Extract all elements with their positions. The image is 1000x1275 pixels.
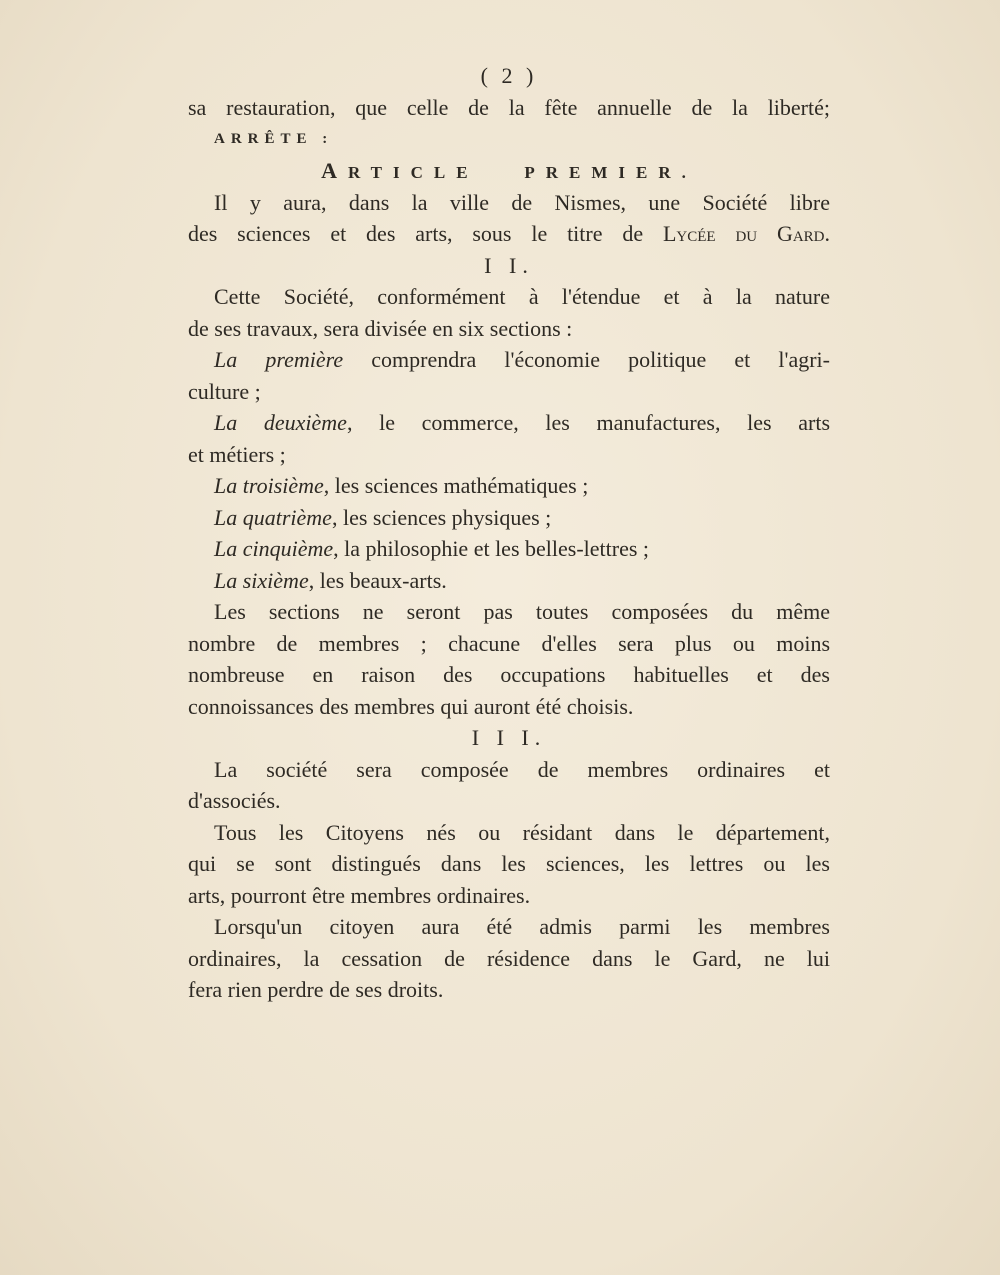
section-name: La cinquième (214, 536, 334, 561)
text-span: comprendra l'économie politique et l'agri- (371, 347, 830, 372)
text-line: Les sections ne seront pas toutes composées du même (214, 599, 830, 624)
text-line: La société sera composée de membres ordinaires et (214, 756, 830, 782)
section-name: La sixième (214, 567, 309, 593)
section-name: La première (214, 347, 344, 372)
text-line: ordinaires, la cessation de résidence dans le Gard, ne lui (188, 945, 830, 971)
text-line (188, 344, 830, 376)
article-title-word: RTICLE (348, 163, 479, 182)
text-line: arts, pourront être membres ordinaires. (188, 882, 531, 908)
article-title-word: PREMIER. (524, 163, 697, 182)
society-name: Lycée du Gard. (662, 221, 831, 246)
text-line: culture ; (188, 378, 261, 404)
text-line: et métiers ; (188, 441, 286, 467)
text-line (188, 533, 830, 565)
text-span: des sciences et des arts, sous le titre de (188, 221, 644, 246)
text-line: sa restauration, que celle de la fête annuelle de la liberté; (188, 95, 830, 120)
text-line: nombre de membres ; chacune d'elles sera plus ou moins (188, 630, 830, 656)
text-line (188, 565, 830, 597)
text-line: Tous les Citoyens nés ou résidant dans le département, (214, 819, 830, 845)
text-line: nombreuse en raison des occupations habituelles et des (188, 662, 830, 687)
section-numeral: I I I. (471, 725, 547, 750)
text-span: , la philosophie et les belles-lettres ; (333, 536, 650, 561)
text-line: d'associés. (188, 788, 281, 813)
text-line: Lorsqu'un citoyen aura été admis parmi les membres (214, 914, 830, 939)
text-line: Il y aura, dans la ville de Nismes, une Société libre (214, 189, 830, 215)
text-span: , le commerce, les manufactures, les arts (346, 410, 831, 435)
text-line: de ses travaux, sera divisée en six sections : (188, 315, 573, 341)
section-name: La deuxième (214, 410, 347, 435)
text-line (188, 470, 830, 502)
article-title-initial: A (321, 158, 348, 183)
text-span: , les sciences physiques ; (331, 504, 552, 530)
article-title (188, 155, 830, 187)
text-line (188, 502, 830, 534)
text-line: fera rien perdre de ses droits. (188, 977, 444, 1002)
text-span: , les sciences mathématiques ; (323, 473, 589, 498)
text-span: , les beaux-arts. (308, 567, 447, 593)
text-line: Cette Société, conformément à l'étendue et à la nature (214, 284, 830, 309)
arrete-heading: ARRÊTE : (214, 130, 334, 147)
text-line: qui se sont distingués dans les sciences, les lettres ou les (188, 851, 830, 876)
text-block (188, 60, 830, 1006)
section-name: La troisième (214, 473, 324, 498)
text-line: connoissances des membres qui auront été choisis. (188, 693, 634, 719)
text-line (188, 218, 830, 250)
text-line (188, 407, 830, 439)
section-numeral: I I. (484, 252, 534, 278)
section-name: La quatrième (214, 504, 332, 530)
page-number: ( 2 ) (480, 63, 538, 88)
